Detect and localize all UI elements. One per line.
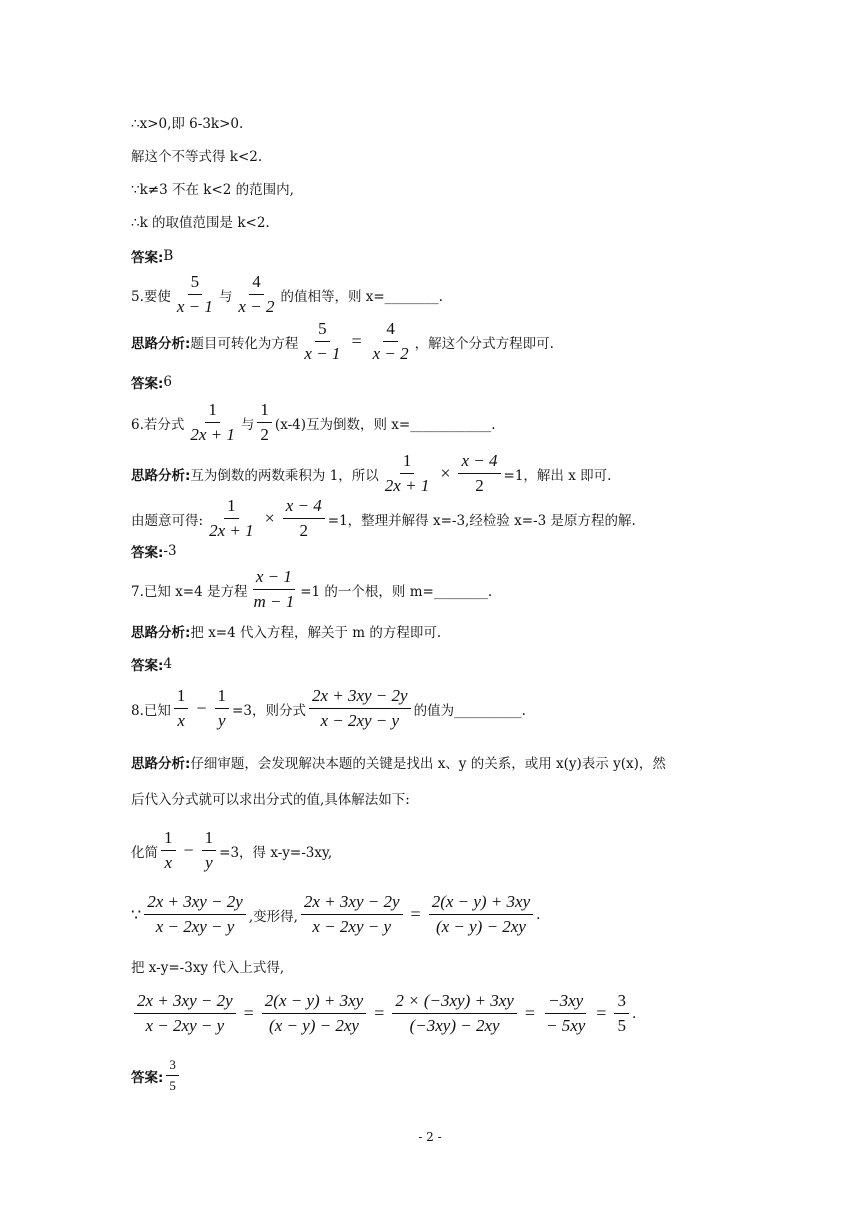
fraction: $\frac{2x + 3xy - 2y}{x - 2xy - y}$ bbox=[309, 686, 411, 731]
derivation-6: 由题意可得: $\frac{1}{2x + 1}$ × $\frac{x - 4}{2}$ =1，整理并解得 x=-3,经检验 x=-3 是原方程的解. bbox=[131, 496, 636, 540]
analysis-7: 思路分析: 把 x=4 代入方程，解关于 m 的方程即可. bbox=[131, 625, 442, 641]
text-line: 后代入分式就可以求出分式的值,具体解法如下: bbox=[131, 792, 410, 808]
fraction: $\frac{x - 1}{m - 1}$ bbox=[253, 567, 295, 611]
fraction: $\frac{1}{2x + 1}$ bbox=[190, 400, 235, 444]
fraction: $\frac{1}{2x + 1}$ bbox=[209, 496, 254, 540]
answer-value: B bbox=[163, 248, 174, 264]
text-line: ∵k≠3 不在 k<2 的范围内, bbox=[131, 182, 294, 198]
fraction: $\frac{2(x - y) + 3xy}{(x - y) - 2xy}$ bbox=[429, 892, 533, 937]
fraction: $\frac{2x + 3xy - 2y}{x - 2xy - y}$ bbox=[144, 892, 246, 937]
text-line: ∴k 的取值范围是 k<2. bbox=[131, 215, 270, 231]
analysis-6: 思路分析: 互为倒数的两数乘积为 1，所以 $\frac{1}{2x + 1}$ × $\frac{x - 4}{2}$ =1，解出 x 即可. bbox=[131, 451, 612, 495]
answer-label: 答案: bbox=[131, 250, 164, 266]
fraction: $\frac{1}{y}$ bbox=[202, 828, 217, 873]
text-line: ∴x>0,即 6-3k>0. bbox=[131, 116, 244, 132]
fraction: $\frac{1}{2x + 1}$ bbox=[384, 451, 430, 495]
fraction: $\frac{4}{x - 2}$ bbox=[238, 272, 275, 316]
answer-line: 答案: -3 bbox=[131, 543, 177, 561]
question-6: 6.若分式 $\frac{1}{2x + 1}$ 与 $\frac{1}{2}$ (x-4)互为倒数，则 x=____________. bbox=[131, 400, 496, 444]
answer-line bbox=[131, 246, 173, 266]
answer-line: 答案: $\frac{3}{5}$ bbox=[131, 1057, 182, 1094]
text-line: 解这个不等式得 k<2. bbox=[131, 149, 263, 165]
answer-fraction: $\frac{3}{5}$ bbox=[166, 1057, 179, 1094]
fraction: $\frac{1}{2}$ bbox=[257, 400, 272, 445]
page-number: - 2 - bbox=[418, 1130, 442, 1144]
analysis-8: 思路分析: 仔细审题，会发现解决本题的关键是找出 x、y 的关系，或用 x(y)表示 y(x)，然 bbox=[131, 756, 666, 772]
fraction: $\frac{1}{x}$ bbox=[174, 686, 189, 731]
substitution-line: $\frac{2x + 3xy - 2y}{x - 2xy - y}$ = $\frac{2(x - y) + 3xy}{(x - y) - 2xy}$ = $\frac{2 \times (-3xy) + 3xy}{(-3xy) - 2xy}$ = $\frac{-3xy}{- 5xy}$ = $\frac{3}{5}$ . bbox=[131, 991, 636, 1036]
transform-line: ∵ $\frac{2x + 3xy - 2y}{x - 2xy - y}$ ,变形得, $\frac{2x + 3xy - 2y}{x - 2xy - y}$ = $\frac{2(x - y) + 3xy}{(x - y) - 2xy}$ . bbox=[131, 892, 541, 936]
fraction: $\frac{2 \times (-3xy) + 3xy}{(-3xy) - 2xy}$ bbox=[392, 991, 516, 1036]
fraction: $\frac{2x + 3xy - 2y}{x - 2xy - y}$ bbox=[301, 892, 403, 937]
simplify-line: 化简 $\frac{1}{x}$ − $\frac{1}{y}$ =3，得 x-y=-3xy, bbox=[131, 828, 333, 872]
text-line: 把 x-y=-3xy 代入上式得, bbox=[131, 960, 285, 976]
fraction: $\frac{3}{5}$ bbox=[614, 991, 629, 1036]
fraction: $\frac{-3xy}{- 5xy}$ bbox=[545, 991, 586, 1035]
fraction: $\frac{x - 4}{2}$ bbox=[458, 451, 500, 496]
fraction: $\frac{2(x - y) + 3xy}{(x - y) - 2xy}$ bbox=[262, 991, 366, 1036]
answer-line: 答案: 6 bbox=[131, 374, 172, 392]
analysis-5: 思路分析: 题目可转化为方程 $\frac{5}{x - 1}$ = $\frac{4}{x - 2}$ ，解这个分式方程即可. bbox=[131, 319, 554, 363]
fraction: $\frac{x - 4}{2}$ bbox=[283, 496, 325, 541]
fraction: $\frac{2x + 3xy - 2y}{x - 2xy - y}$ bbox=[134, 991, 236, 1036]
fraction: $\frac{1}{y}$ bbox=[215, 686, 230, 731]
answer-line: 答案: 4 bbox=[131, 656, 172, 674]
question-5: 5.要使 $\frac{5}{x - 1}$ 与 $\frac{4}{x - 2}$ 的值相等，则 x=________. bbox=[131, 272, 443, 316]
fraction: $\frac{5}{x - 1}$ bbox=[176, 272, 213, 316]
question-7: 7.已知 x=4 是方程 $\frac{x - 1}{m - 1}$ =1 的一个根，则 m=________. bbox=[131, 567, 493, 611]
fraction: $\frac{1}{x}$ bbox=[161, 828, 176, 873]
fraction: $\frac{4}{x - 2}$ bbox=[372, 319, 409, 363]
question-8: 8.已知 $\frac{1}{x}$ − $\frac{1}{y}$ =3，则分式 $\frac{2x + 3xy - 2y}{x - 2xy - y}$ 的值为__________. bbox=[131, 686, 526, 730]
fraction: $\frac{5}{x - 1}$ bbox=[304, 319, 341, 363]
